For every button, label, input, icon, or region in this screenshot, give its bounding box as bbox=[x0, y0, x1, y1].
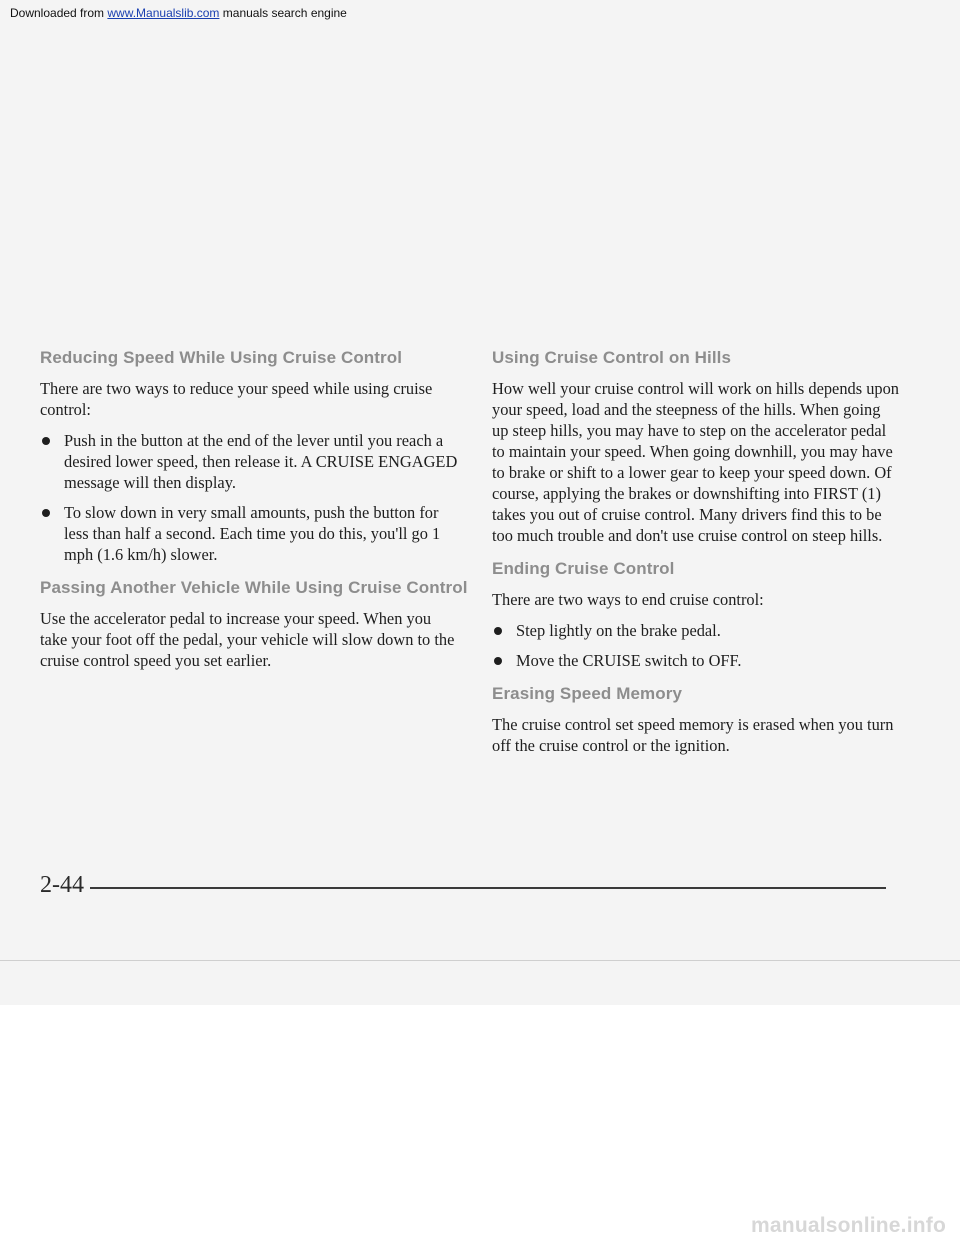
bullet-icon bbox=[494, 627, 502, 635]
passing-body: Use the accelerator pedal to increase your speed. When you take your foot off the pedal, your vehicle will slow down to the cruise control speed you set earlier. bbox=[40, 609, 455, 670]
site-watermark: manualsonline.info bbox=[751, 1214, 946, 1237]
erasing-body: The cruise control set speed memory is erased when you turn off the cruise control or the ignition. bbox=[492, 715, 894, 755]
list-item-text: Move the CRUISE switch to OFF. bbox=[516, 651, 742, 670]
section-erasing bbox=[492, 684, 900, 756]
left-column bbox=[40, 348, 468, 684]
download-source-banner bbox=[10, 6, 347, 20]
list-item-text: Push in the button at the end of the lever until you reach a desired lower speed, then release it. A CRUISE ENGAGED message will then display. bbox=[64, 431, 458, 492]
list-item bbox=[492, 650, 900, 671]
section-reducing-speed bbox=[40, 348, 460, 565]
reducing-speed-intro: There are two ways to reduce your speed while using cruise control: bbox=[40, 379, 433, 419]
footer-rule bbox=[78, 887, 886, 889]
page-edge-divider bbox=[0, 960, 960, 961]
ending-list bbox=[492, 620, 900, 671]
banner-suffix: manuals search engine bbox=[219, 6, 347, 20]
section-passing bbox=[40, 578, 468, 671]
section-ending bbox=[492, 559, 900, 671]
heading-hills: Using Cruise Control on Hills bbox=[492, 348, 732, 367]
section-hills bbox=[492, 348, 900, 546]
bullet-icon bbox=[494, 657, 502, 665]
page-number: 2-44 bbox=[40, 872, 90, 899]
heading-ending: Ending Cruise Control bbox=[492, 559, 675, 578]
heading-erasing: Erasing Speed Memory bbox=[492, 684, 683, 703]
right-column bbox=[492, 348, 900, 769]
bullet-icon bbox=[42, 437, 50, 445]
banner-prefix: Downloaded from bbox=[10, 6, 108, 20]
list-item bbox=[40, 502, 460, 565]
bullet-icon bbox=[42, 509, 50, 517]
list-item bbox=[40, 430, 460, 493]
manualslib-link[interactable]: www.Manualslib.com bbox=[107, 6, 220, 20]
list-item bbox=[492, 620, 900, 641]
ending-intro: There are two ways to end cruise control: bbox=[492, 590, 764, 609]
heading-reducing-speed: Reducing Speed While Using Cruise Control bbox=[40, 348, 403, 367]
reducing-speed-list bbox=[40, 430, 460, 565]
heading-passing: Passing Another Vehicle While Using Cruise Control bbox=[40, 578, 468, 597]
list-item-text: Step lightly on the brake pedal. bbox=[516, 621, 721, 640]
list-item-text: To slow down in very small amounts, push the button for less than half a second. Each time you do this, you'll go 1 mph (1.6 km/h) slower. bbox=[64, 503, 441, 564]
hills-body: How well your cruise control will work on hills depends upon your speed, load and the steepness of the hills. When going up steep hills, you may have to step on the accelerator pedal to maintain your speed. When going downhill, you may have to brake or shift to a lower gear to keep your speed down. Of course, applying the brakes or downshifting into FIRST (1) takes you out of cruise control. Many drivers find this to be too much trouble and don't use cruise control on steep hills. bbox=[492, 379, 899, 545]
